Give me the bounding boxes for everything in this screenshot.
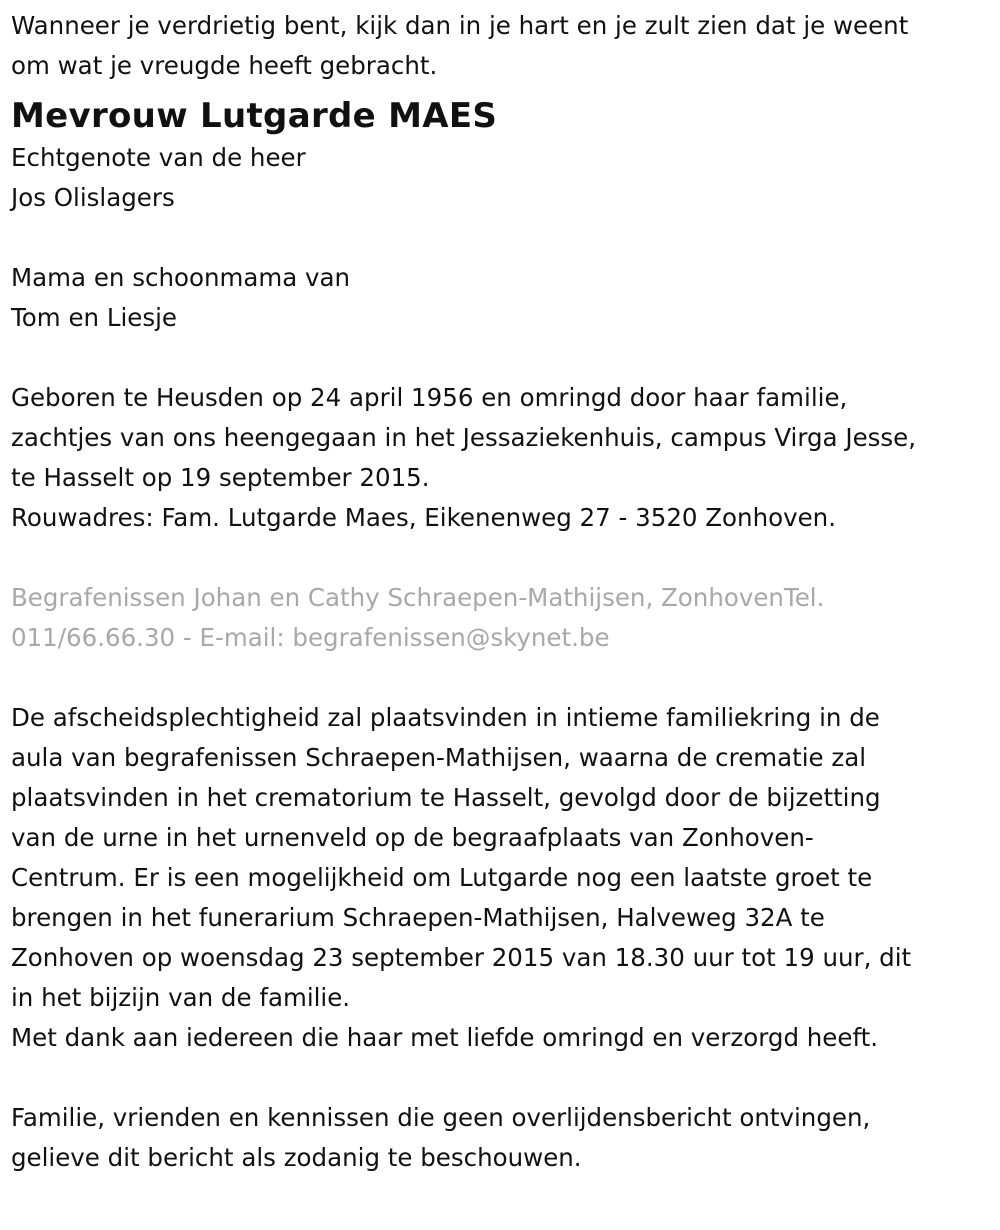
spacer xyxy=(11,338,990,378)
spacer xyxy=(11,538,990,578)
funeral-home-line: Begrafenissen Johan en Cathy Schraepen-Mathijsen, ZonhovenTel. xyxy=(11,583,825,612)
spacer xyxy=(11,218,990,258)
children-line: Mama en schoonmama van xyxy=(11,263,351,292)
spouse-line: Echtgenote van de heer xyxy=(11,143,306,172)
ceremony-line: Centrum. Er is een mogelijkheid om Lutgarde nog een laatste groet te xyxy=(11,863,873,892)
quote-line: om wat je vreugde heeft gebracht. xyxy=(11,51,438,80)
birth-death-line: te Hasselt op 19 september 2015. xyxy=(11,463,430,492)
birth-death-line: Geboren te Heusden op 24 april 1956 en omringd door haar familie, xyxy=(11,383,848,412)
ceremony-line: De afscheidsplechtigheid zal plaatsvinden in intieme familiekring in de xyxy=(11,703,880,732)
spouse-line: Jos Olislagers xyxy=(11,183,175,212)
children-line: Tom en Liesje xyxy=(11,303,178,332)
spacer xyxy=(11,1058,990,1098)
mourning-address: Rouwadres: Fam. Lutgarde Maes, Eikenenweg 27 - 3520 Zonhoven. xyxy=(11,503,836,532)
thanks-line: Met dank aan iedereen die haar met liefde omringd en verzorgd heeft. xyxy=(11,1023,879,1052)
ceremony-line: aula van begrafenissen Schraepen-Mathijsen, waarna de crematie zal xyxy=(11,743,867,772)
ceremony-block xyxy=(11,698,990,1058)
quote-block xyxy=(11,6,990,86)
ceremony-line: in het bijzijn van de familie. xyxy=(11,983,351,1012)
closing-line: Familie, vrienden en kennissen die geen overlijdensbericht ontvingen, xyxy=(11,1103,871,1132)
ceremony-line: van de urne in het urnenveld op de begraafplaats van Zonhoven- xyxy=(11,823,814,852)
funeral-home-contact: 011/66.66.30 - E-mail: begrafenissen@skynet.be xyxy=(11,623,610,652)
ceremony-line: Zonhoven op woensdag 23 september 2015 van 18.30 uur tot 19 uur, dit xyxy=(11,943,912,972)
spouse-block xyxy=(11,138,990,218)
ceremony-line: plaatsvinden in het crematorium te Hasselt, gevolgd door de bijzetting xyxy=(11,783,881,812)
spacer xyxy=(11,658,990,698)
closing-block xyxy=(11,1098,990,1178)
ceremony-line: brengen in het funerarium Schraepen-Mathijsen, Halveweg 32A te xyxy=(11,903,825,932)
deceased-name: Mevrouw Lutgarde MAES xyxy=(11,96,498,136)
closing-line: gelieve dit bericht als zodanig te beschouwen. xyxy=(11,1143,582,1172)
children-block xyxy=(11,258,990,338)
birth-death-line: zachtjes van ons heengegaan in het Jessaziekenhuis, campus Virga Jesse, xyxy=(11,423,917,452)
birth-death-block xyxy=(11,378,990,538)
funeral-home-block xyxy=(11,578,990,658)
quote-line: Wanneer je verdrietig bent, kijk dan in je hart en je zult zien dat je weent xyxy=(11,11,909,40)
